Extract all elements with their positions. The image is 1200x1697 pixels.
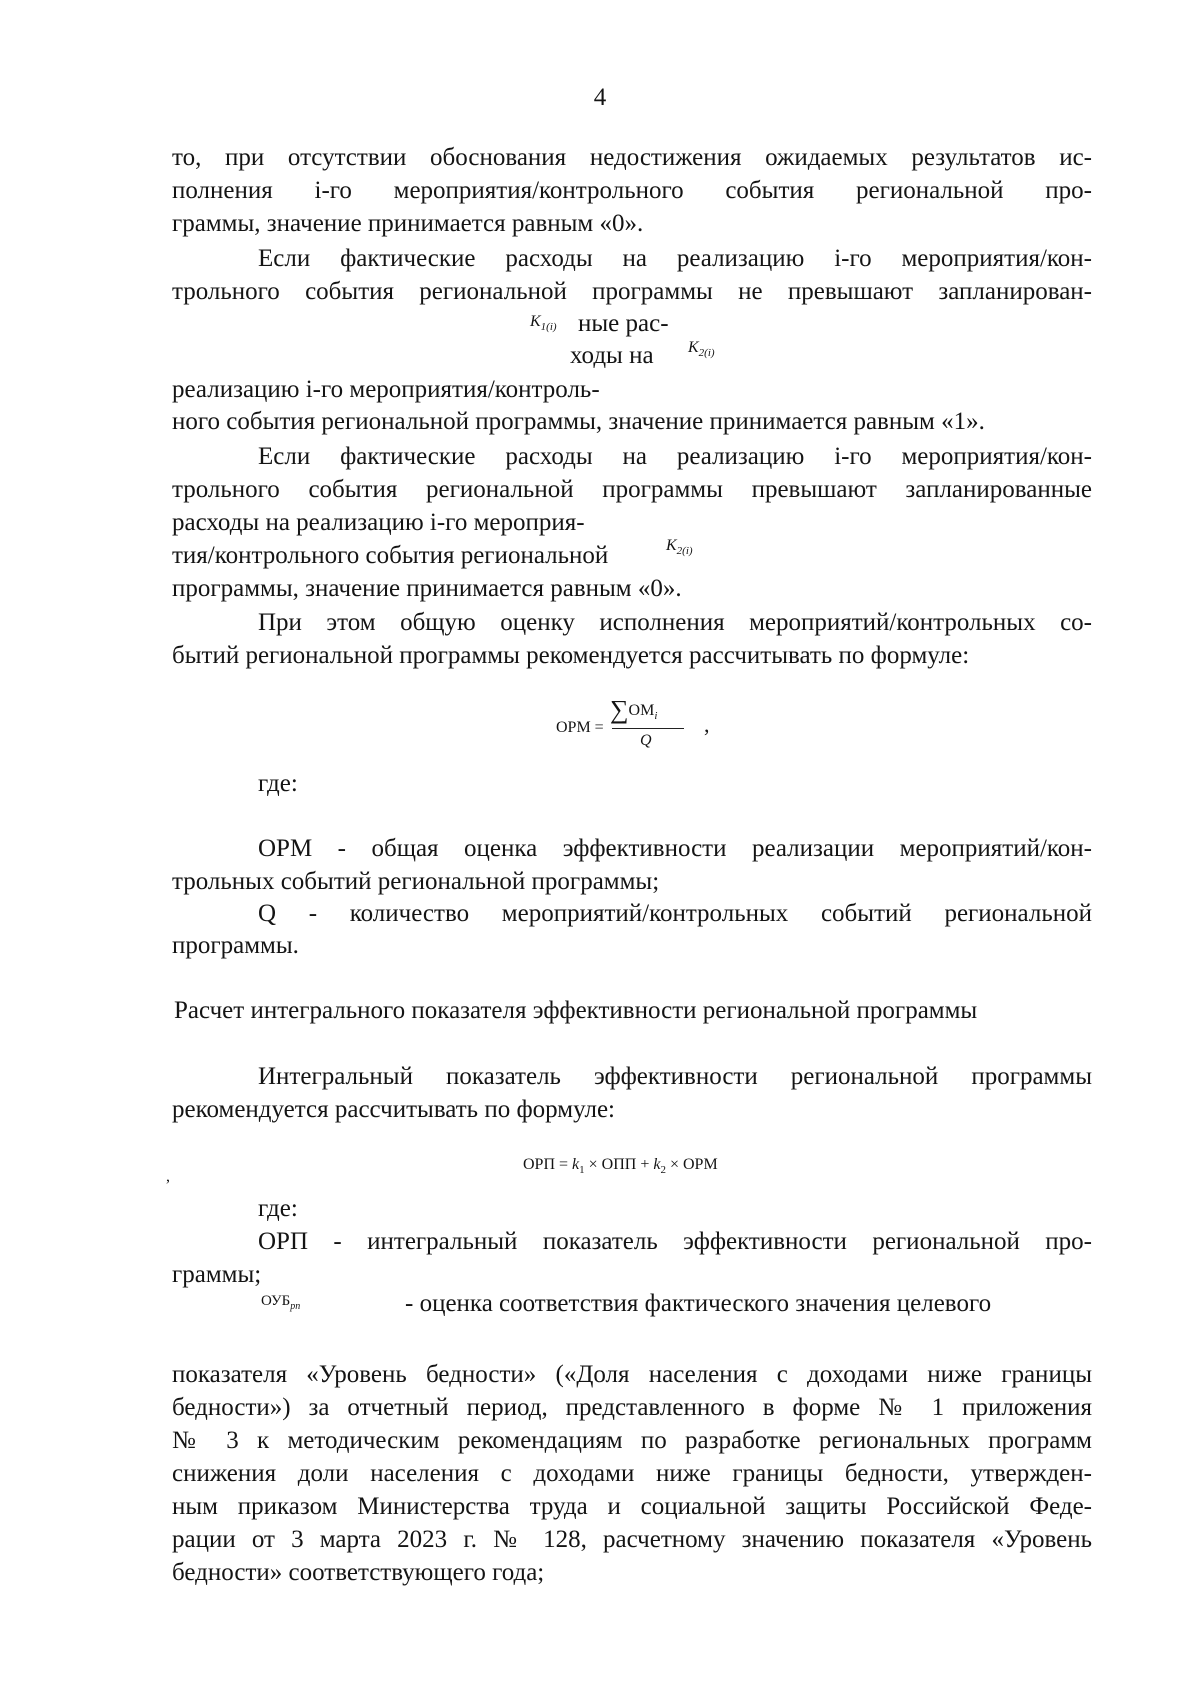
section-heading: Расчет интегрального показателя эффективности региональной программы	[174, 997, 978, 1024]
paragraph-line: ным приказом Министерства труда и социальной защиты Российской Феде-	[172, 1493, 1092, 1520]
paragraph-line: трольного события региональной программы превышают запланированные	[172, 476, 1092, 503]
k2-symbol: $K_{2(i)}$	[666, 537, 693, 558]
formula-comma: ,	[704, 712, 710, 737]
definition-line: Q - количество мероприятий/контрольных событий региональной	[258, 900, 1092, 927]
paragraph-line: ходы на	[570, 342, 654, 369]
paragraph-line: снижения доли населения с доходами ниже границы бедности, утвержден-	[172, 1460, 1092, 1487]
paragraph-line: бедности») за отчетный период, представленного в форме № 1 приложения	[172, 1394, 1092, 1421]
paragraph-line: бытий региональной программы рекомендуется рассчитывать по формуле:	[172, 642, 970, 669]
paragraph-line: реализацию i-го мероприятия/контроль-	[172, 376, 600, 403]
paragraph-line: бедности» соответствующего года;	[172, 1559, 545, 1586]
page-number: 4	[593, 84, 607, 111]
paragraph-line: тия/контрольного события региональной	[172, 542, 609, 569]
formula-comma: ,	[166, 1168, 170, 1185]
paragraph-line: расходы на реализацию i-го мероприя-	[172, 509, 585, 536]
paragraph-line: Интегральный показатель эффективности региональной программы	[258, 1063, 1092, 1090]
definition-line: ОРМ - общая оценка эффективности реализации мероприятий/кон-	[258, 835, 1092, 862]
paragraph-line: программы, значение принимается равным «0».	[172, 575, 682, 602]
paragraph-line: Если фактические расходы на реализацию i-го мероприятия/кон-	[258, 245, 1092, 272]
k2-symbol: $K_{2(i)}$	[688, 339, 715, 360]
where-label: где:	[258, 1195, 298, 1222]
definition-line: - оценка соответствия фактического значения целевого	[405, 1290, 992, 1317]
oub-symbol: $ОУБ_{рп}$	[261, 1293, 301, 1312]
definition-line: граммы;	[172, 1261, 262, 1288]
definition-line: трольных событий региональной программы;	[172, 868, 660, 895]
paragraph-line: то, при отсутствии обоснования недостижения ожидаемых результатов ис-	[172, 144, 1092, 171]
formula-orp: ОРП = $k_1$ × ОПП + $k_2$ × ОРМ	[523, 1156, 718, 1177]
paragraph-line: трольного события региональной программы не превышают запланирован-	[172, 278, 1092, 305]
formula-numerator: $\sum ОМ_i$	[610, 695, 658, 724]
formula-orm-lhs: ОРМ =	[556, 719, 604, 736]
definition-line: программы.	[172, 932, 299, 959]
fraction-bar	[612, 728, 684, 729]
paragraph-line: полнения i-го мероприятия/контрольного события региональной про-	[172, 177, 1092, 204]
where-label: где:	[258, 770, 298, 797]
paragraph-line: ного события региональной программы, значение принимается равным «1».	[172, 408, 985, 435]
paragraph-line: При этом общую оценку исполнения мероприятий/контрольных со-	[258, 609, 1092, 636]
paragraph-line: показателя «Уровень бедности» («Доля населения с доходами ниже границы	[172, 1361, 1092, 1388]
definition-line: ОРП - интегральный показатель эффективности региональной про-	[258, 1228, 1092, 1255]
paragraph-line: № 3 к методическим рекомендациям по разработке региональных программ	[172, 1427, 1092, 1454]
paragraph-line: рации от 3 марта 2023 г. № 128, расчетному значению показателя «Уровень	[172, 1526, 1092, 1553]
k1-symbol: $K_{1(i)}$	[530, 313, 557, 334]
paragraph-line: ные рас-	[578, 310, 669, 337]
paragraph-line: рекомендуется рассчитывать по формуле:	[172, 1096, 616, 1123]
paragraph-line: граммы, значение принимается равным «0».	[172, 210, 644, 237]
formula-denominator: Q	[640, 732, 652, 749]
paragraph-line: Если фактические расходы на реализацию i-го мероприятия/кон-	[258, 443, 1092, 470]
